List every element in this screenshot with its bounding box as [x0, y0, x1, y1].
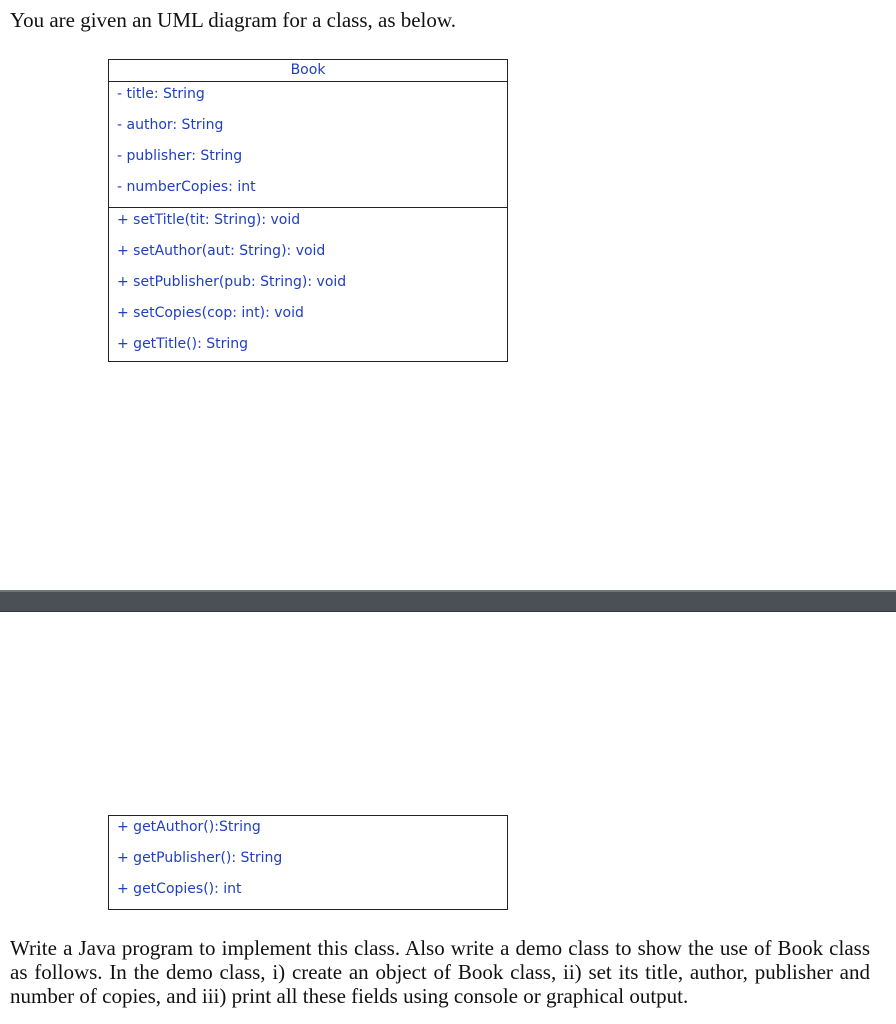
uml-attributes-section [109, 82, 507, 208]
task-description: Write a Java program to implement this class. Also write a demo class to show the use of Book class as follows. In the demo class, i) create an object of Book class, ii) set its title, author, publisher and number of copies, and iii) print all these fields using console or graphical output. [10, 936, 870, 1008]
uml-class-diagram [108, 59, 508, 362]
uml-class-name: Book [109, 60, 507, 82]
uml-method: + getTitle(): String [117, 336, 249, 352]
uml-method: + setCopies(cop: int): void [117, 305, 304, 321]
uml-class-diagram-continued [108, 815, 508, 910]
uml-attribute: - title: String [117, 86, 205, 102]
uml-method: + getCopies(): int [117, 881, 242, 897]
uml-methods-section [109, 208, 507, 364]
uml-attribute: - numberCopies: int [117, 179, 256, 195]
uml-method: + setAuthor(aut: String): void [117, 243, 326, 259]
intro-text: You are given an UML diagram for a class, as below. [10, 8, 456, 32]
page-break-divider [0, 590, 896, 612]
uml-method: + setPublisher(pub: String): void [117, 274, 347, 290]
uml-method: + getAuthor():String [117, 819, 261, 835]
uml-method: + getPublisher(): String [117, 850, 283, 866]
uml-method: + setTitle(tit: String): void [117, 212, 301, 228]
uml-attribute: - publisher: String [117, 148, 243, 164]
uml-methods-section-continued [109, 816, 507, 909]
uml-attribute: - author: String [117, 117, 224, 133]
